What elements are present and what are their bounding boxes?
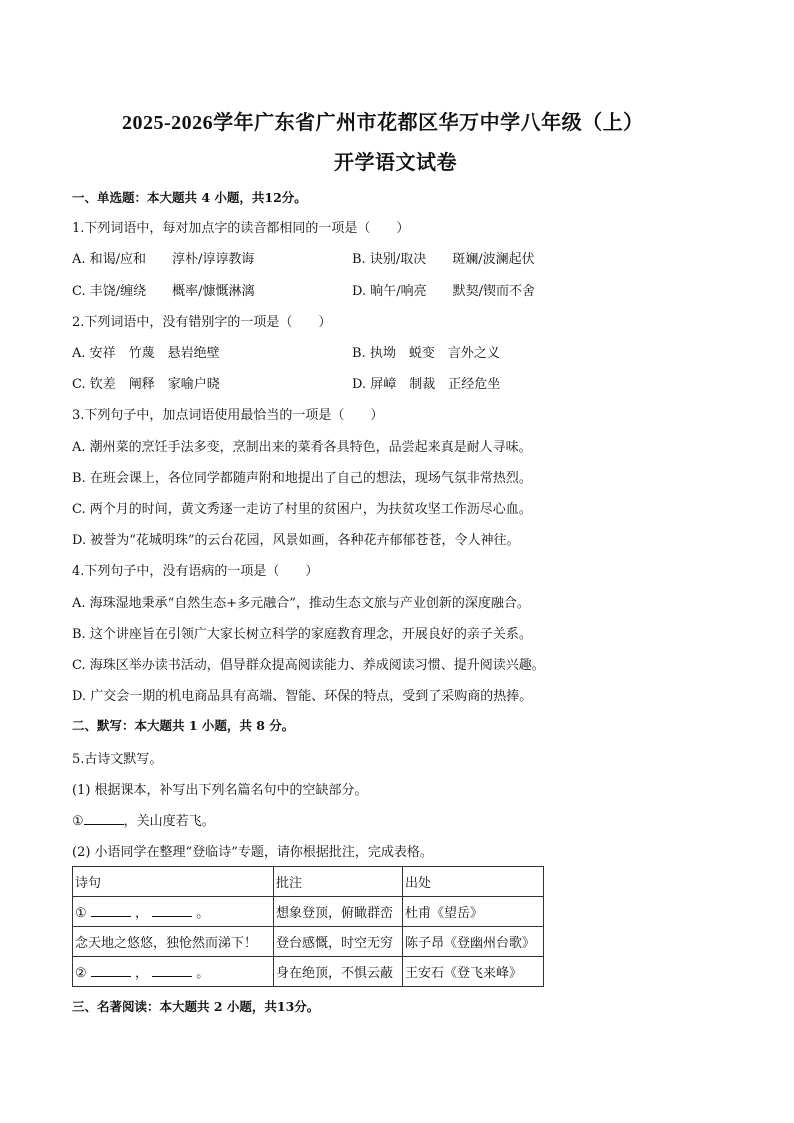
q3-option-d: D. 被誉为“花城明珠”的云台花园，风景如画，各种花卉郁郁苍苍，令人神往。 xyxy=(72,533,520,548)
q4-option-b: B. 这个讲座旨在引领广大家长树立科学的家庭教育理念，开展良好的亲子关系。 xyxy=(72,627,532,642)
exam-title-line2: 开学语文试卷 xyxy=(334,152,457,174)
q1-option-d: D. 晌午/响亮 默契/锲而不舍 xyxy=(352,284,535,299)
q5-stem: 5.古诗文默写。 xyxy=(72,752,163,767)
q5-part1-num: ① xyxy=(72,814,84,829)
q3-option-a: A. 潮州菜的烹饪手法多变，烹制出来的菜肴各具特色，品尝起来真是耐人寻味。 xyxy=(72,440,532,455)
table-header-cell: 批注 xyxy=(274,867,403,897)
q3-option-c: C. 两个月的时间，黄文秀逐一走访了村里的贫困户，为扶贫攻坚工作沥尽心血。 xyxy=(72,502,532,517)
q3-stem: 3.下列句子中，加点词语使用最恰当的一项是（ ） xyxy=(72,408,384,423)
poem-cell xyxy=(73,897,274,927)
end-mark: 。 xyxy=(196,966,210,981)
source-cell: 陈子昂《登幽州台歌》 xyxy=(403,927,544,957)
q2-option-b: B. 执坳 蜕变 言外之义 xyxy=(352,346,500,361)
table-header-cell: 诗句 xyxy=(73,867,274,897)
separator: ， xyxy=(134,966,148,981)
row-number: ② xyxy=(75,966,87,981)
poem-cell xyxy=(73,957,274,987)
table-header-row xyxy=(73,867,544,897)
table-row xyxy=(73,897,544,927)
section3-heading: 三、名著阅读：本大题共 2 小题，共13分。 xyxy=(72,999,320,1014)
q5-part1-line xyxy=(72,810,215,829)
row-number: ① xyxy=(75,906,87,921)
q2-stem: 2.下列词语中，没有错别字的一项是（ ） xyxy=(72,315,332,330)
section2-heading: 二、默写：本大题共 1 小题，共 8 分。 xyxy=(72,718,295,733)
exam-title-line1: 2025-2026学年广东省广州市花都区华万中学八年级（上） xyxy=(122,112,644,134)
q5-part1-text: ，关山度若飞。 xyxy=(123,814,215,829)
note-cell: 身在绝顶，不惧云蔽 xyxy=(274,957,403,987)
separator: ， xyxy=(134,906,148,921)
q2-option-a: A. 安祥 竹蔑 悬岩绝壁 xyxy=(72,346,220,361)
q2-option-d: D. 屏嶂 制裁 正经危坐 xyxy=(352,377,501,392)
q5-part1: (1) 根据课本，补写出下列名篇名句中的空缺部分。 xyxy=(72,783,368,798)
answer-blank[interactable] xyxy=(152,963,192,977)
source-cell: 杜甫《望岳》 xyxy=(403,897,544,927)
table-header-cell: 出处 xyxy=(403,867,544,897)
q1-option-c: C. 丰饶/缠绕 概率/慷慨淋漓 xyxy=(72,284,255,299)
answer-blank[interactable] xyxy=(152,903,192,917)
note-cell: 想象登顶，俯瞰群峦 xyxy=(274,897,403,927)
q4-option-a: A. 海珠湿地秉承“自然生态+多元融合”，推动生态文旅与产业创新的深度融合。 xyxy=(72,596,530,611)
q1-stem: 1.下列词语中，每对加点字的读音都相同的一项是（ ） xyxy=(72,221,410,236)
poem-cell: 念天地之悠悠，独怆然而涕下！ xyxy=(73,927,274,957)
q1-option-a: A. 和谒/应和 淳朴/谆谆教诲 xyxy=(72,252,255,267)
q4-option-d: D. 广交会一期的机电商品具有高端、智能、环保的特点，受到了采购商的热捧。 xyxy=(72,689,533,704)
q5-part2: (2) 小语同学在整理“登临诗”专题，请你根据批注，完成表格。 xyxy=(72,845,433,860)
table-row xyxy=(73,957,544,987)
table-row xyxy=(73,927,544,957)
end-mark: 。 xyxy=(196,906,210,921)
note-cell: 登台感慨，时空无穷 xyxy=(274,927,403,957)
poem-table xyxy=(72,866,544,987)
source-cell: 王安石《登飞来峰》 xyxy=(403,957,544,987)
q4-option-c: C. 海珠区举办读书活动，倡导群众提高阅读能力、养成阅读习惯、提升阅读兴趣。 xyxy=(72,658,545,673)
section1-heading: 一、单选题：本大题共 4 小题，共12分。 xyxy=(72,190,307,205)
q1-option-b: B. 诀别/取决 斑斓/波澜起伏 xyxy=(352,252,535,267)
q4-stem: 4.下列句子中，没有语病的一项是（ ） xyxy=(72,564,319,579)
answer-blank[interactable] xyxy=(91,963,131,977)
q3-option-b: B. 在班会课上，各位同学都随声附和地提出了自己的想法，现场气氛非常热烈。 xyxy=(72,471,532,486)
q2-option-c: C. 钦差 阐释 家喻户晓 xyxy=(72,377,220,392)
answer-blank[interactable] xyxy=(84,811,124,825)
answer-blank[interactable] xyxy=(91,903,131,917)
